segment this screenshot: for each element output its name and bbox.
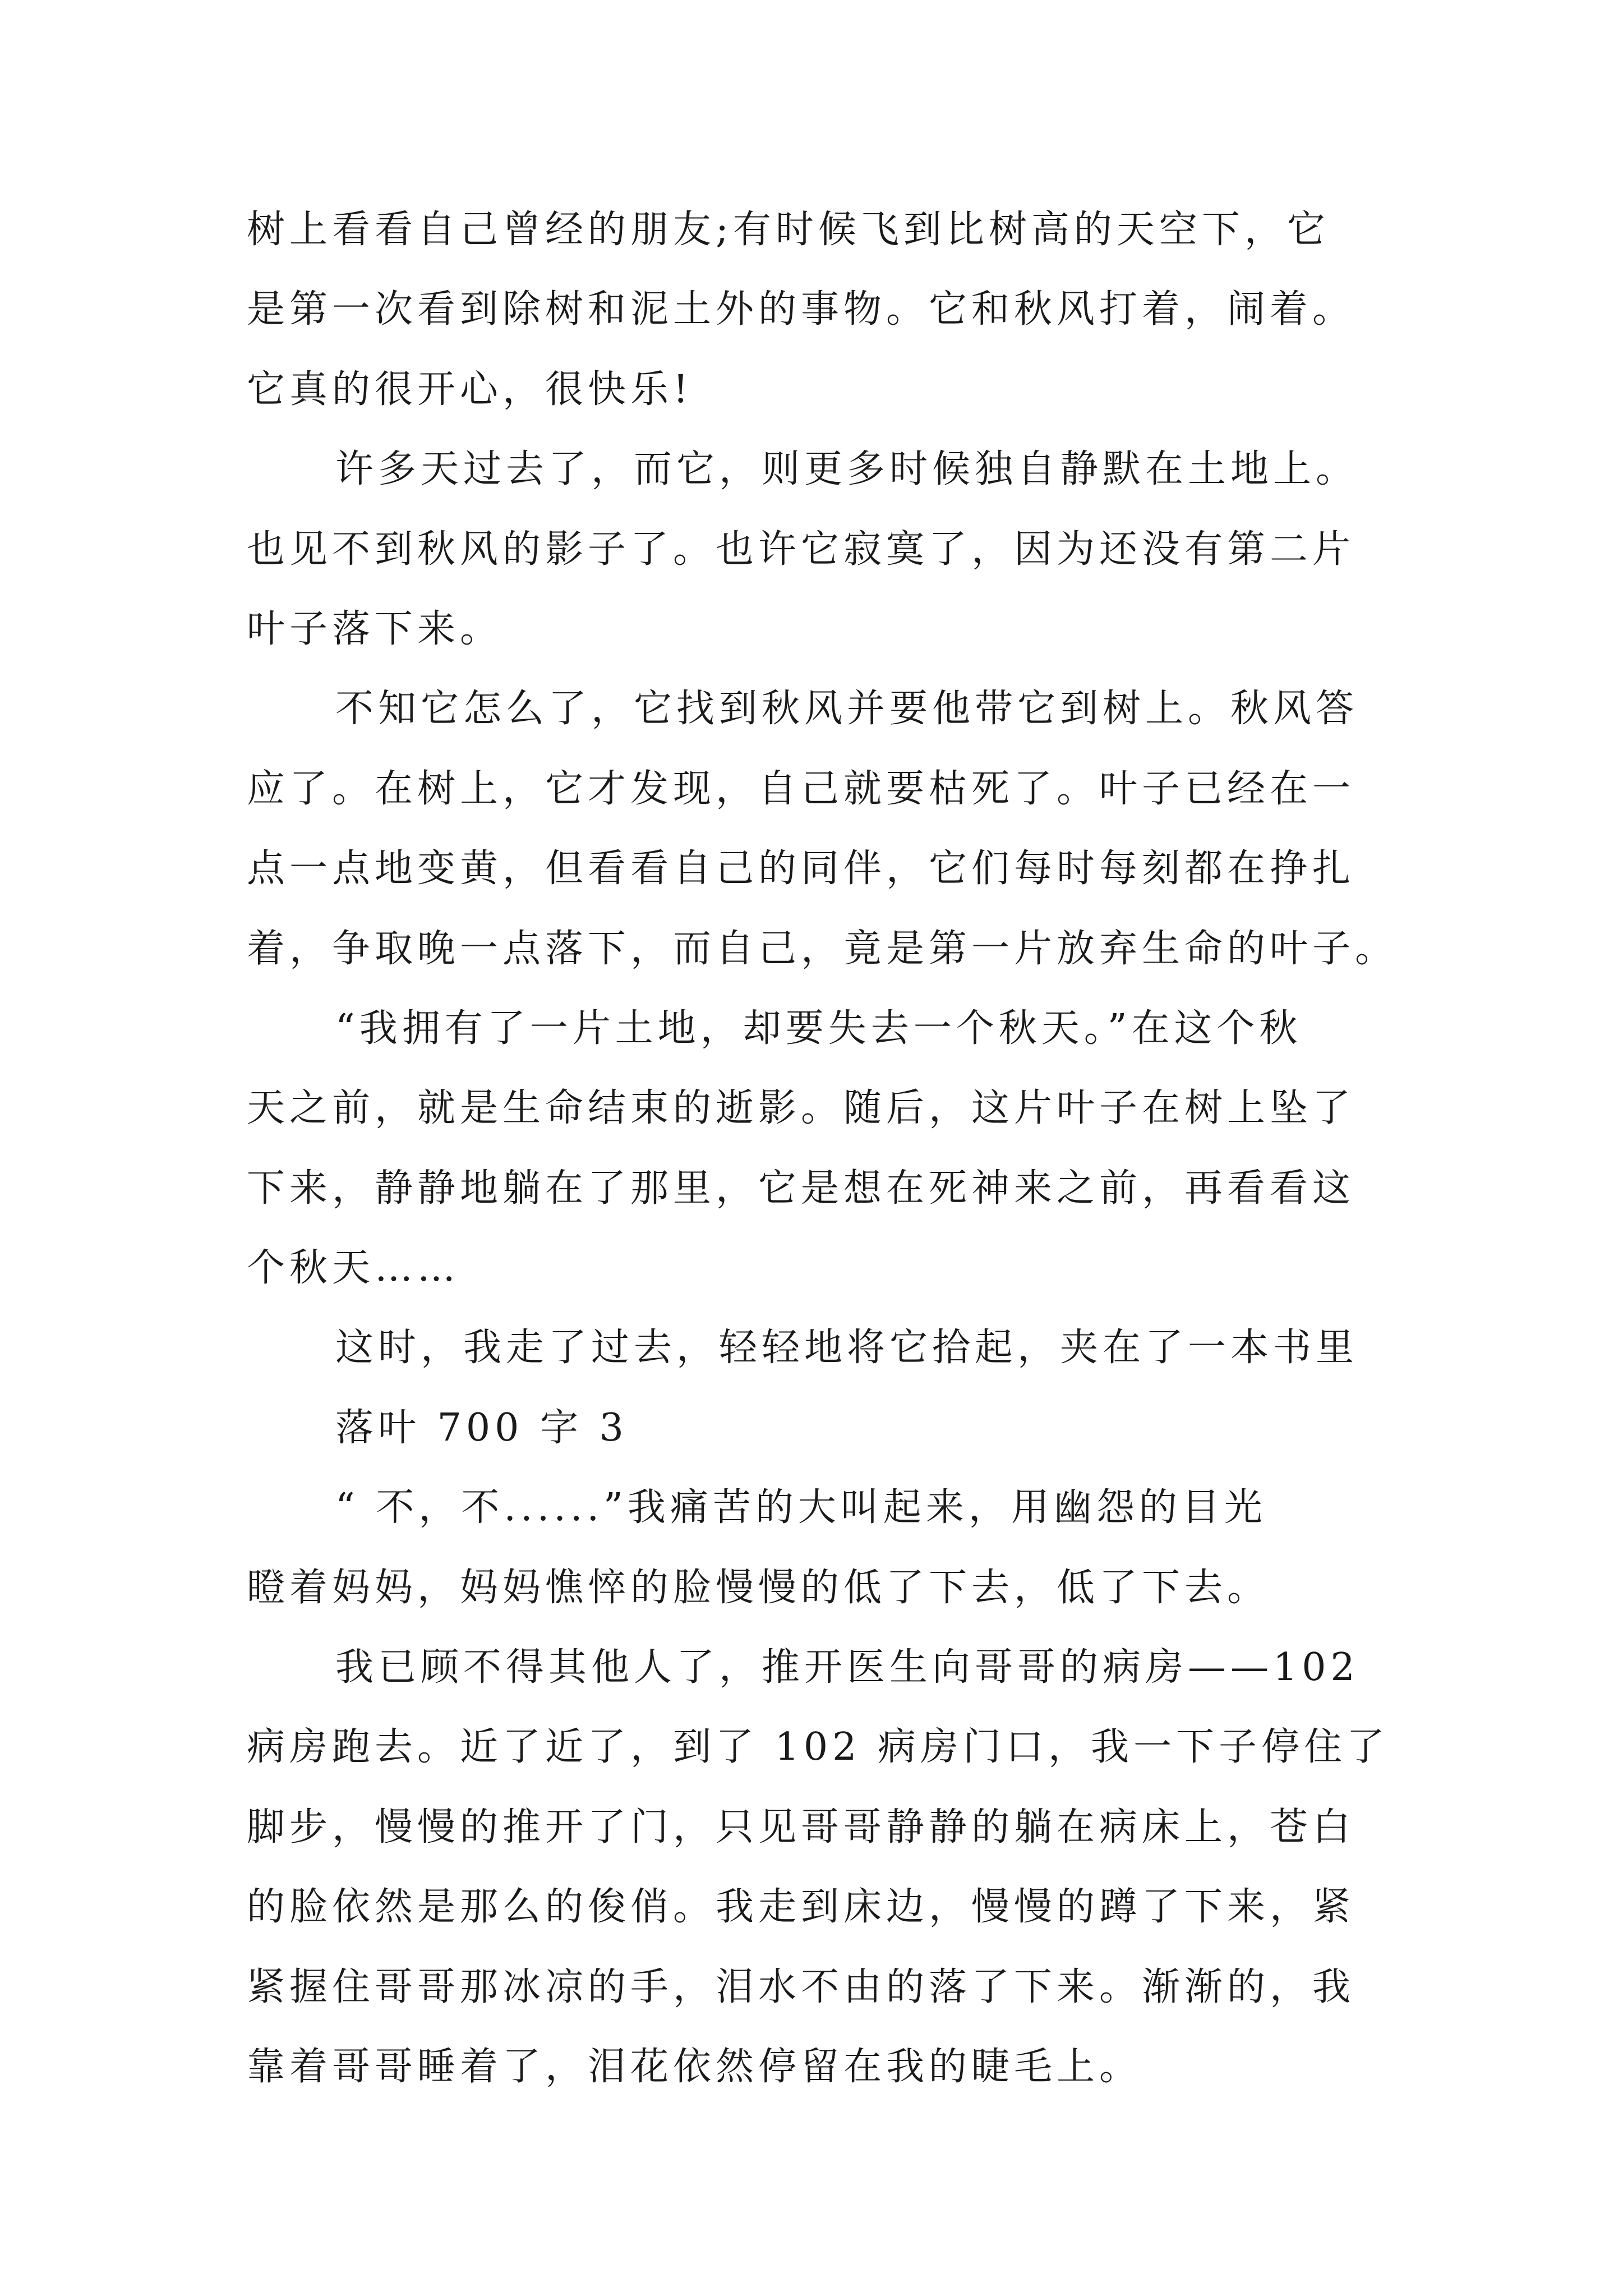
text-line: 许多天过去了，而它，则更多时候独自静默在土地上。 <box>335 447 1359 492</box>
document-body <box>247 208 1398 2127</box>
text-line: 应了。在树上，它才发现，自己就要枯死了。叶子已经在一 <box>247 766 1355 811</box>
text-line: 天之前，就是生命结束的逝影。随后，这片叶子在树上坠了 <box>247 1086 1355 1131</box>
text-line: 是第一次看到除树和泥土外的事物。它和秋风打着，闹着。 <box>247 287 1355 332</box>
text-line: 我已顾不得其他人了，推开医生向哥哥的病房——102 <box>335 1645 1359 1690</box>
text-line: 紧握住哥哥那冰凉的手，泪水不由的落了下来。渐渐的，我 <box>247 1964 1355 2009</box>
text-line: 树上看看自己曾经的朋友;有时候飞到比树高的天空下，它 <box>247 208 1330 252</box>
text-line: 个秋天…… <box>247 1246 460 1291</box>
text-line: 不知它怎么了，它找到秋风并要他带它到树上。秋风答 <box>335 687 1359 731</box>
text-line: “我拥有了一片土地，却要失去一个秋天。”在这个秋 <box>335 1006 1302 1051</box>
text-line: 病房跑去。近了近了，到了 102 病房门口，我一下子停住了 <box>247 1725 1390 1770</box>
text-line: 靠着哥哥睡着了，泪花依然停留在我的睫毛上。 <box>247 2044 1142 2089</box>
text-line: 这时，我走了过去，轻轻地将它拾起，夹在了一本书里 <box>335 1326 1359 1370</box>
section-heading: 落叶 700 字 3 <box>335 1405 628 1450</box>
text-line: 它真的很开心，很快乐! <box>247 367 693 412</box>
text-line: 叶子落下来。 <box>247 606 503 651</box>
text-line: 下来，静静地躺在了那里，它是想在死神来之前，再看看这 <box>247 1166 1355 1211</box>
text-line: “ 不，不......”我痛苦的大叫起来，用幽怨的目光 <box>335 1485 1267 1530</box>
text-line: 也见不到秋风的影子了。也许它寂寞了，因为还没有第二片 <box>247 527 1355 572</box>
text-line: 的脸依然是那么的俊俏。我走到床边，慢慢的蹲了下来，紧 <box>247 1885 1355 1930</box>
text-line: 瞪着妈妈，妈妈憔悴的脸慢慢的低了下去，低了下去。 <box>247 1565 1270 1610</box>
text-line: 着，争取晚一点落下，而自己，竟是第一片放弃生命的叶子。 <box>247 926 1398 971</box>
text-line: 点一点地变黄，但看看自己的同伴，它们每时每刻都在挣扎 <box>247 846 1355 891</box>
text-line: 脚步，慢慢的推开了门，只见哥哥静静的躺在病床上，苍白 <box>247 1805 1355 1849</box>
